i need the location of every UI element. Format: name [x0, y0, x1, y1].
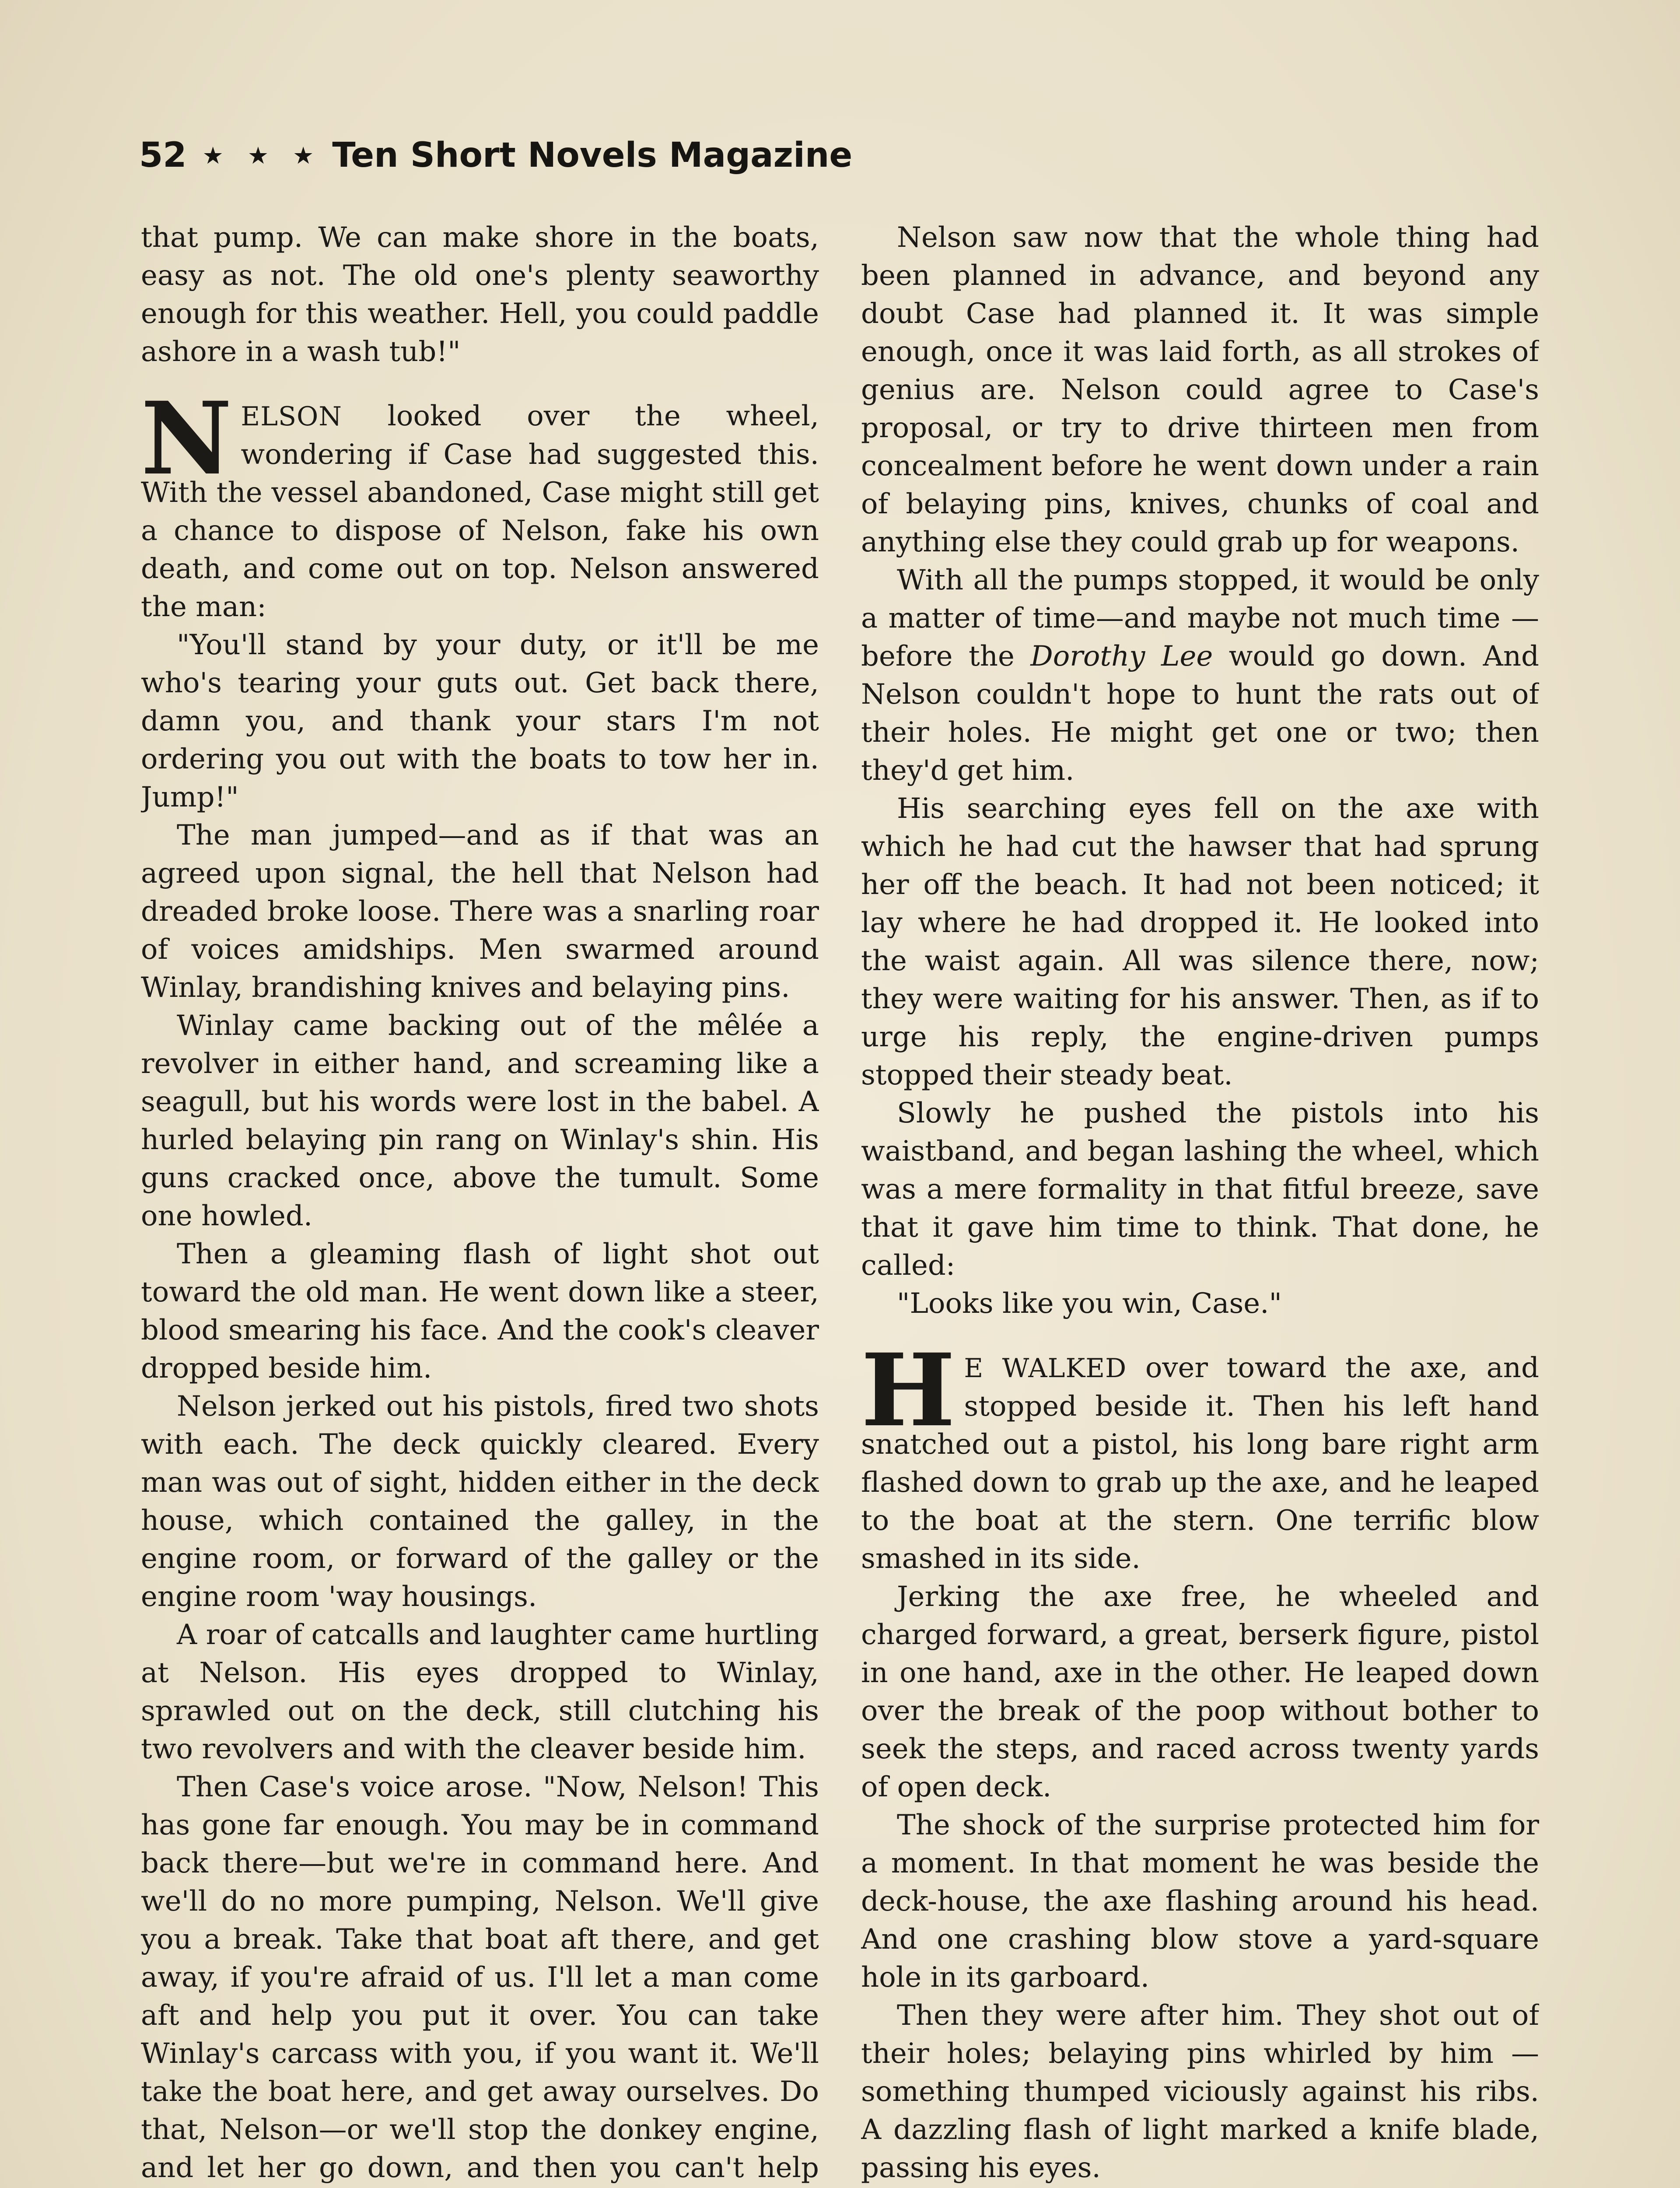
drop-cap: N	[141, 380, 232, 497]
paragraph-text: looked over the wheel, wondering if Case had suggested this. With the vessel abandoned, Case might still get a chance to dispose of Nelson, fake his own death, and come out on top. Nelson answered the man:	[141, 400, 819, 623]
star-ornaments: ★ ★ ★	[202, 141, 322, 169]
drop-cap: H	[861, 1332, 956, 1449]
paragraph: A roar of catcalls and laughter came hurtling at Nelson. His eyes dropped to Winlay, sprawled out on the deck, still clutching his two revolvers and with the cleaver beside him.	[141, 1619, 819, 1765]
paragraph	[861, 561, 1539, 790]
paragraph: The man jumped—and as if that was an agreed upon signal, the hell that Nelson had dreaded broke loose. There was a snarling roar of voices amidships. Men swarmed around Winlay, brandishing knives and belaying pins.	[141, 819, 819, 1004]
paragraph: "Looks like you win, Case."	[897, 1287, 1282, 1320]
paragraph: Then they were after him. They shot out of their holes; belaying pins whirled by him — something thumped viciously against his ribs. A dazzling flash of light marked a knife blade, passing his eyes.	[861, 1999, 1539, 2184]
paragraph: that pump. We can make shore in the boats, easy as not. The old one's plenty seaworthy enough for this weather. Hell, you could paddle ashore in a wash tub!"	[141, 221, 819, 368]
paragraph: Slowly he pushed the pistols into his waistband, and began lashing the wheel, which was a mere formality in that fitful breeze, save that it gave him time to think. That done, he called:	[861, 1097, 1539, 1282]
paragraph-dropcap	[141, 380, 819, 626]
paragraph: Nelson saw now that the whole thing had been planned in advance, and beyond any doubt Case had planned it. It was simple enough, once it was laid forth, as all strokes of genius are. Nelson could agree to Case's proposal, or try to drive thirteen men from concealment before he went down under a rain of belaying pins, knives, chunks of coal and anything else they could grab up for weapons.	[861, 221, 1539, 558]
ship-name: Dorothy Lee	[1030, 640, 1213, 673]
paragraph: Then Case's voice arose. "Now, Nelson! This has gone far enough. You may be in command back there—but we're in command here. And we'll do no more pumping, Nelson. We'll give you a break. Take that boat aft there, and get away, if you're afraid of us. I'll let a man come aft and help you put it over. You can take Winlay's carcass with you, if you want it. We'll take the boat here, and get away ourselves. Do that, Nelson—or we'll stop the donkey engine, and let her go down, and then you can't help	[141, 1771, 819, 2184]
left-column	[141, 219, 819, 2188]
page-number: 52	[139, 136, 187, 175]
paragraph: The shock of the surprise protected him for a moment. In that moment he was beside the deck-house, the axe flashing around his head. And one crashing blow stove a yard-square hole in its garboard.	[861, 1809, 1539, 1994]
paragraph: Then a gleaming flash of light shot out toward the old man. He went down like a steer, blood smearing his face. And the cook's cleaver dropped beside him.	[141, 1238, 819, 1385]
lead-in: E WALKED	[964, 1353, 1127, 1384]
paragraph-text: would go down. And Nelson couldn't hope to hunt the rats out of their holes. He might get one or two; then they'd get him.	[861, 640, 1539, 787]
lead-in: ELSON	[241, 401, 342, 432]
right-column	[861, 219, 1539, 2188]
paragraph-text: over toward the axe, and stopped beside it. Then his left hand snatched out a pistol, his long bare right arm flashed down to grab up the axe, and he leaped to the boat at the stern. One terrific blow smashed in its side.	[861, 1352, 1539, 1575]
page-header	[139, 129, 883, 182]
paragraph: His searching eyes fell on the axe with which he had cut the hawser that had sprung her off the beach. It had not been noticed; it lay where he had dropped it. He looked into the waist again. All was silence there, now; they were waiting for his answer. Then, as if to urge his reply, the engine-driven pumps stopped their steady beat.	[861, 792, 1539, 1091]
paragraph: Nelson jerked out his pistols, fired two shots with each. The deck quickly cleared. Every man was out of sight, hidden either in the deck house, which contained the galley, in the engine room, or forward of the galley or the engine room 'way housings.	[141, 1390, 819, 1613]
paragraph: Jerking the axe free, he wheeled and charged forward, a great, berserk figure, pistol in one hand, axe in the other. He leaped down over the break of the poop without bother to seek the steps, and raced across twenty yards of open deck.	[861, 1581, 1539, 1803]
magazine-title: Ten Short Novels Magazine	[332, 136, 853, 175]
paragraph-dropcap	[861, 1332, 1539, 1578]
paragraph: "You'll stand by your duty, or it'll be me who's tearing your guts out. Get back there, damn you, and thank your stars I'm not ordering you out with the boats to tow her in. Jump!"	[141, 629, 819, 813]
paragraph: Winlay came backing out of the mêlée a revolver in either hand, and screaming like a seagull, but his words were lost in the babel. A hurled belaying pin rang on Winlay's shin. His guns cracked once, above the tumult. Some one howled.	[141, 1010, 819, 1232]
paragraph-text: With all the pumps stopped, it would be only a matter of time—and maybe not much time — before the	[861, 564, 1539, 673]
